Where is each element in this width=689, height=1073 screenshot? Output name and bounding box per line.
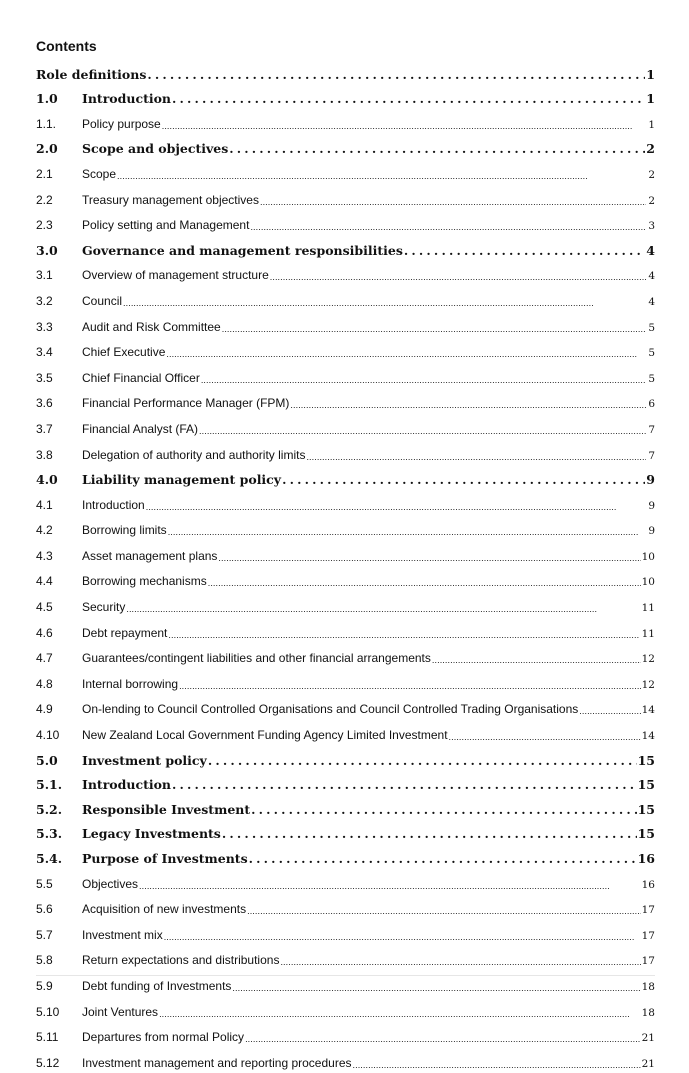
toc-entry[interactable] bbox=[36, 413, 655, 439]
dot-leader bbox=[172, 91, 645, 106]
toc-entry[interactable] bbox=[36, 158, 655, 184]
toc-entry-page-number: 5 bbox=[648, 321, 655, 334]
toc-entry-number: 4.8 bbox=[36, 676, 53, 691]
toc-entry-title: Asset management plans bbox=[82, 548, 218, 563]
toc-entry-number: 4.2 bbox=[36, 523, 53, 538]
toc-entry-title: Acquisition of new investments bbox=[82, 902, 247, 917]
toc-entry[interactable] bbox=[36, 894, 655, 920]
toc-entry-title: Borrowing mechanisms bbox=[82, 574, 207, 589]
dot-leader bbox=[208, 753, 637, 768]
toc-entry-title: Security bbox=[82, 600, 126, 615]
toc-entry-number: 5.7 bbox=[36, 927, 53, 942]
toc-entry-title: Debt funding of Investments bbox=[82, 978, 232, 993]
toc-entry[interactable] bbox=[36, 819, 655, 844]
toc-entry-number: 5.3. bbox=[36, 826, 63, 842]
toc-entry-page-number: 12 bbox=[641, 653, 655, 666]
contents-heading: Contents bbox=[36, 38, 97, 54]
toc-entry-title: Chief Executive bbox=[82, 345, 166, 360]
toc-entry-page-number: 16 bbox=[641, 878, 655, 891]
dot-leader bbox=[222, 324, 646, 334]
dot-leader bbox=[139, 881, 641, 891]
toc-entry-title: Policy purpose bbox=[82, 116, 161, 131]
toc-entry-title: Responsible Investment bbox=[82, 801, 251, 817]
toc-entry-title: On-lending to Council Controlled Organisations and Council Controlled Trading Organisations bbox=[82, 702, 579, 717]
dot-leader bbox=[123, 298, 646, 308]
toc-entry-title: Purpose of Investments bbox=[82, 851, 248, 866]
toc-entry-number: 2.1 bbox=[36, 166, 53, 181]
toc-entry-title: Council bbox=[82, 293, 123, 308]
toc-entry-page-number: 11 bbox=[641, 627, 655, 640]
toc-entry[interactable] bbox=[36, 235, 655, 260]
toc-entry-number: 4.6 bbox=[36, 625, 53, 640]
toc-entry-page-number: 2 bbox=[646, 141, 655, 157]
toc-entry-number: 4.3 bbox=[36, 548, 53, 563]
dot-leader bbox=[290, 400, 646, 410]
toc-entry-number: 3.0 bbox=[36, 242, 58, 258]
toc-entry[interactable] bbox=[36, 694, 655, 720]
dot-leader bbox=[218, 553, 640, 563]
toc-entry[interactable] bbox=[36, 1047, 655, 1073]
toc-entry[interactable] bbox=[36, 362, 655, 388]
toc-entry-page-number: 15 bbox=[637, 777, 655, 793]
toc-entry-page-number: 16 bbox=[637, 851, 655, 866]
toc-entry-page-number: 17 bbox=[641, 929, 655, 942]
dot-leader bbox=[353, 1060, 641, 1070]
toc-entry-page-number: 14 bbox=[641, 730, 655, 743]
toc-entry-page-number: 21 bbox=[641, 1057, 655, 1070]
toc-entry-title: Internal borrowing bbox=[82, 676, 179, 691]
toc-entry-page-number: 11 bbox=[641, 602, 655, 615]
toc-entry-page-number: 15 bbox=[637, 826, 655, 842]
toc-entry-page-number: 6 bbox=[648, 398, 655, 411]
bottom-rule bbox=[36, 975, 655, 976]
toc-entry[interactable] bbox=[36, 868, 655, 894]
toc-entry-number: 5.10 bbox=[36, 1004, 60, 1019]
dot-leader bbox=[250, 222, 646, 232]
toc-entry-number: 3.8 bbox=[36, 447, 53, 462]
toc-entry[interactable] bbox=[36, 260, 655, 286]
dot-leader bbox=[172, 777, 637, 792]
toc-entry[interactable] bbox=[36, 84, 655, 109]
toc-entry-title: Overview of management structure bbox=[82, 268, 269, 283]
toc-entry-title: Legacy Investments bbox=[82, 826, 221, 842]
dot-leader bbox=[579, 706, 640, 716]
toc-entry-title: Treasury management objectives bbox=[82, 192, 259, 207]
toc-entry-title: Borrowing limits bbox=[82, 523, 167, 538]
toc-entry-page-number: 3 bbox=[648, 220, 655, 233]
toc-entry-page-number: 7 bbox=[648, 423, 655, 436]
toc-entry-title: Objectives bbox=[82, 876, 139, 891]
toc-entry[interactable] bbox=[36, 719, 655, 745]
toc-entry-page-number: 12 bbox=[641, 678, 655, 691]
dot-leader bbox=[306, 452, 646, 462]
toc-entry[interactable] bbox=[36, 388, 655, 414]
dot-leader bbox=[260, 197, 646, 207]
toc-entry[interactable] bbox=[36, 919, 655, 945]
dot-leader bbox=[159, 1009, 641, 1019]
toc-entry-title: Policy setting and Management bbox=[82, 218, 250, 233]
dot-leader bbox=[168, 630, 640, 640]
dot-leader bbox=[168, 527, 646, 537]
dot-leader bbox=[404, 243, 645, 258]
toc-entry[interactable] bbox=[36, 439, 655, 465]
toc-entry-number: 1.1. bbox=[36, 116, 57, 131]
dot-leader bbox=[208, 578, 641, 588]
toc-entry-number: 2.3 bbox=[36, 218, 53, 233]
dot-leader bbox=[245, 1034, 641, 1044]
dot-leader bbox=[201, 375, 646, 385]
toc-entry-page-number: 2 bbox=[648, 194, 655, 207]
dot-leader bbox=[222, 826, 637, 841]
toc-entry-page-number: 9 bbox=[648, 525, 655, 538]
toc-entry-page-number: 7 bbox=[648, 449, 655, 462]
toc-entry[interactable] bbox=[36, 184, 655, 210]
toc-entry-title: Guarantees/contingent liabilities and other financial arrangements bbox=[82, 651, 431, 666]
toc-entry-number: 3.7 bbox=[36, 421, 53, 436]
toc-entry[interactable] bbox=[36, 285, 655, 311]
toc-entry-number: 3.5 bbox=[36, 370, 53, 385]
toc-entry-page-number: 18 bbox=[641, 1006, 655, 1019]
toc-entry[interactable] bbox=[36, 540, 655, 566]
toc-entry-page-number: 15 bbox=[637, 752, 655, 768]
toc-entry-page-number: 4 bbox=[648, 270, 655, 283]
toc-entry[interactable] bbox=[36, 337, 655, 363]
dot-leader bbox=[162, 121, 646, 131]
dot-leader bbox=[232, 983, 640, 993]
toc-entry-page-number: 5 bbox=[648, 347, 655, 360]
toc-entry[interactable] bbox=[36, 668, 655, 694]
toc-entry-title: Departures from normal Policy bbox=[82, 1030, 245, 1045]
toc-entry-page-number: 2 bbox=[648, 168, 655, 181]
toc-entry-number: 1.0 bbox=[36, 91, 58, 107]
toc-entry-number: 5.5 bbox=[36, 876, 53, 891]
toc-entry[interactable] bbox=[36, 643, 655, 669]
toc-entry-title: Chief Financial Officer bbox=[82, 370, 200, 385]
table-of-contents bbox=[36, 59, 655, 1073]
toc-entry-page-number: 9 bbox=[648, 499, 655, 512]
toc-entry[interactable] bbox=[36, 745, 655, 770]
toc-entry-page-number: 21 bbox=[641, 1032, 655, 1045]
toc-entry-page-number: 14 bbox=[641, 704, 655, 717]
toc-entry-page-number: 4 bbox=[648, 295, 655, 308]
toc-entry-title: New Zealand Local Government Funding Agency Limited Investment bbox=[82, 728, 448, 743]
toc-entry-title: Delegation of authority and authority limits bbox=[82, 447, 306, 462]
toc-entry-number: 5.2. bbox=[36, 801, 63, 817]
toc-entry-title: Audit and Risk Committee bbox=[82, 319, 221, 334]
toc-entry[interactable] bbox=[36, 843, 655, 868]
toc-entry-number: 5.8 bbox=[36, 953, 53, 968]
dot-leader bbox=[280, 957, 640, 967]
toc-entry-title: Role definitions bbox=[36, 66, 147, 82]
toc-entry[interactable] bbox=[36, 489, 655, 515]
dot-leader bbox=[249, 851, 637, 866]
dot-leader bbox=[229, 141, 645, 156]
toc-entry-title: Governance and management responsibilities bbox=[82, 242, 403, 258]
toc-entry-title: Introduction bbox=[82, 497, 145, 512]
toc-entry-number: 4.5 bbox=[36, 600, 53, 615]
toc-entry-page-number: 4 bbox=[646, 242, 655, 258]
toc-entry-number: 5.1. bbox=[36, 777, 63, 793]
dot-leader bbox=[432, 655, 641, 665]
toc-entry-page-number: 1 bbox=[646, 66, 655, 82]
dot-leader bbox=[179, 681, 641, 691]
toc-entry-page-number: 10 bbox=[641, 576, 655, 589]
dot-leader bbox=[247, 906, 641, 916]
toc-entry-number: 4.7 bbox=[36, 651, 53, 666]
toc-entry-title: Return expectations and distributions bbox=[82, 953, 280, 968]
toc-entry-title: Debt repayment bbox=[82, 625, 168, 640]
toc-entry-number: 3.4 bbox=[36, 345, 53, 360]
toc-entry-title: Liability management policy bbox=[82, 472, 282, 488]
toc-entry-number: 3.3 bbox=[36, 319, 53, 334]
toc-entry-number: 3.6 bbox=[36, 396, 53, 411]
toc-entry[interactable] bbox=[36, 1022, 655, 1048]
toc-entry-number: 4.9 bbox=[36, 702, 53, 717]
toc-entry[interactable] bbox=[36, 59, 655, 84]
dot-leader bbox=[117, 171, 646, 181]
dot-leader bbox=[146, 502, 646, 512]
toc-entry-title: Investment mix bbox=[82, 927, 163, 942]
toc-entry-number: 5.4. bbox=[36, 851, 63, 866]
toc-entry-page-number: 17 bbox=[641, 955, 655, 968]
toc-entry-title: Scope and objectives bbox=[82, 141, 229, 157]
toc-entry-page-number: 1 bbox=[648, 118, 655, 131]
dot-leader bbox=[282, 472, 645, 487]
toc-entry-title: Joint Ventures bbox=[82, 1004, 159, 1019]
toc-entry-page-number: 18 bbox=[641, 980, 655, 993]
toc-entry[interactable] bbox=[36, 566, 655, 592]
dot-leader bbox=[199, 426, 646, 436]
toc-entry-page-number: 5 bbox=[648, 372, 655, 385]
toc-entry-number: 3.2 bbox=[36, 293, 53, 308]
toc-entry-number: 5.11 bbox=[36, 1030, 59, 1045]
dot-leader bbox=[126, 604, 640, 614]
toc-entry[interactable] bbox=[36, 770, 655, 795]
toc-entry-number: 3.1 bbox=[36, 268, 53, 283]
toc-entry-number: 4.0 bbox=[36, 472, 58, 488]
toc-entry-number: 4.4 bbox=[36, 574, 53, 589]
toc-entry-title: Investment policy bbox=[82, 752, 207, 768]
toc-entry[interactable] bbox=[36, 311, 655, 337]
toc-entry[interactable] bbox=[36, 210, 655, 236]
toc-entry-number: 2.0 bbox=[36, 141, 58, 157]
toc-entry[interactable] bbox=[36, 617, 655, 643]
toc-entry-title: Introduction bbox=[82, 777, 172, 793]
toc-entry-page-number: 1 bbox=[646, 91, 655, 107]
toc-entry[interactable] bbox=[36, 134, 655, 159]
dot-leader bbox=[164, 932, 641, 942]
toc-entry[interactable] bbox=[36, 515, 655, 541]
toc-entry-number: 2.2 bbox=[36, 192, 53, 207]
toc-entry-title: Financial Performance Manager (FPM) bbox=[82, 396, 290, 411]
toc-entry-title: Investment management and reporting procedures bbox=[82, 1055, 352, 1070]
toc-entry-number: 5.6 bbox=[36, 902, 53, 917]
toc-entry-number: 5.9 bbox=[36, 978, 53, 993]
dot-leader bbox=[270, 272, 646, 282]
toc-entry[interactable] bbox=[36, 465, 655, 490]
toc-entry-page-number: 15 bbox=[637, 801, 655, 817]
toc-entry-number: 5.0 bbox=[36, 752, 58, 768]
toc-entry[interactable] bbox=[36, 996, 655, 1022]
toc-entry-title: Scope bbox=[82, 166, 117, 181]
dot-leader bbox=[449, 732, 641, 742]
toc-entry-number: 4.10 bbox=[36, 728, 60, 743]
toc-entry-number: 4.1 bbox=[36, 497, 53, 512]
toc-entry-page-number: 9 bbox=[646, 472, 655, 488]
toc-entry[interactable] bbox=[36, 108, 655, 134]
toc-entry[interactable] bbox=[36, 794, 655, 819]
dot-leader bbox=[147, 67, 645, 82]
toc-entry-page-number: 17 bbox=[641, 904, 655, 917]
dot-leader bbox=[166, 349, 646, 359]
toc-entry[interactable] bbox=[36, 945, 655, 971]
toc-entry-title: Introduction bbox=[82, 91, 172, 107]
toc-entry[interactable] bbox=[36, 591, 655, 617]
toc-entry-page-number: 10 bbox=[641, 550, 655, 563]
toc-entry-number: 5.12 bbox=[36, 1055, 60, 1070]
toc-entry-title: Financial Analyst (FA) bbox=[82, 421, 199, 436]
dot-leader bbox=[251, 802, 636, 817]
